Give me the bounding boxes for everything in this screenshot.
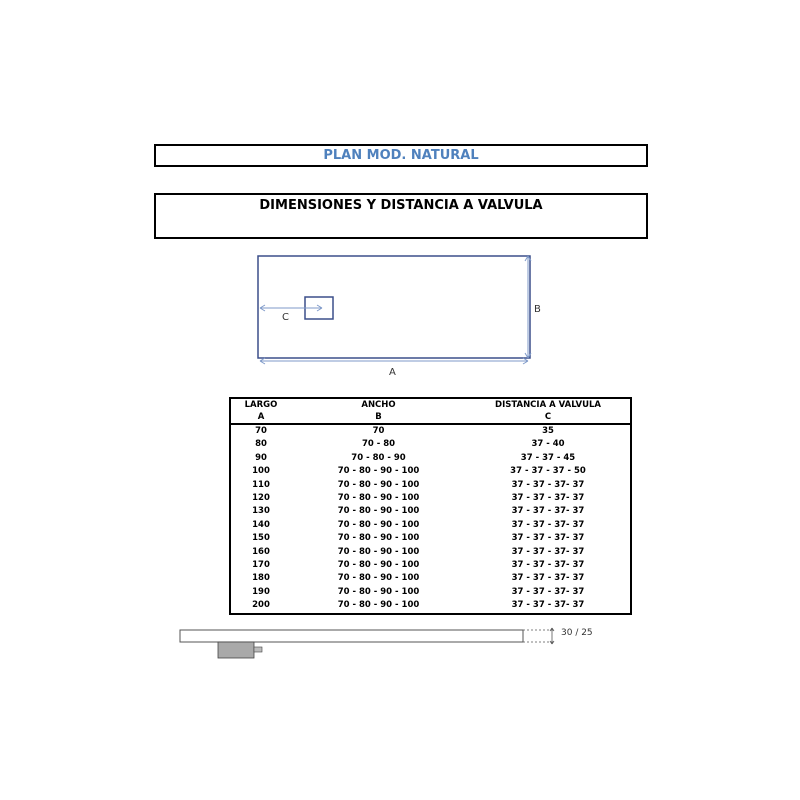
cell-largo: 110: [252, 479, 270, 490]
cell-ancho: 70 - 80 - 90 - 100: [337, 519, 420, 530]
cell-ancho: 70 - 80 - 90: [351, 452, 406, 463]
subheader-a: A: [230, 411, 291, 424]
table-row: [230, 505, 631, 518]
table-subheader-row: [230, 411, 631, 424]
cell-largo: 70: [255, 426, 267, 436]
cell-distancia: 37 - 37 - 37- 37: [511, 586, 585, 597]
cell-ancho: 70 - 80 - 90 - 100: [337, 479, 420, 490]
profile-diagram: [175, 620, 565, 662]
thickness-label: 30 / 25: [561, 628, 593, 638]
valve-body: [218, 642, 254, 658]
tray-profile: [180, 630, 523, 642]
table-row: [230, 424, 631, 438]
dimensions-table: [229, 397, 632, 615]
cell-distancia: 37 - 37 - 37- 37: [511, 560, 585, 571]
cell-largo: 160: [252, 546, 270, 557]
cell-largo: 190: [252, 586, 270, 597]
header-ancho: ANCHO: [361, 400, 396, 410]
cell-distancia: 37 - 37 - 37- 37: [511, 546, 585, 557]
cell-distancia: 37 - 37 - 37- 37: [511, 600, 585, 611]
cell-largo: 120: [252, 493, 270, 504]
cell-distancia: 35: [542, 426, 554, 436]
dimension-a-label: A: [389, 367, 396, 378]
cell-largo: 150: [252, 533, 270, 544]
cell-distancia: 37 - 37 - 37- 37: [511, 506, 585, 517]
table-row: [230, 479, 631, 492]
cell-largo: 200: [252, 600, 270, 611]
cell-ancho: 70 - 80 - 90 - 100: [337, 546, 420, 557]
table-body: [230, 424, 631, 614]
cell-distancia: 37 - 40: [531, 439, 565, 450]
subheader-b: B: [291, 411, 466, 424]
cell-largo: 130: [252, 506, 270, 517]
table-header-row: [230, 398, 631, 411]
cell-distancia: 37 - 37 - 37- 37: [511, 519, 585, 530]
cell-ancho: 70 - 80 - 90 - 100: [337, 493, 420, 504]
table-row: [230, 452, 631, 465]
tray-outline: [258, 256, 530, 358]
cell-largo: 180: [252, 573, 270, 584]
cell-distancia: 37 - 37 - 37- 37: [511, 493, 585, 504]
section-heading-box: [154, 193, 648, 239]
table-row: [230, 559, 631, 572]
table-row: [230, 572, 631, 585]
cell-ancho: 70 - 80: [361, 439, 396, 450]
cell-ancho: 70 - 80 - 90 - 100: [337, 573, 420, 584]
cell-ancho: 70 - 80 - 90 - 100: [337, 533, 420, 544]
table-row: [230, 465, 631, 478]
table-row: [230, 599, 631, 613]
cell-largo: 80: [255, 439, 267, 450]
cell-distancia: 37 - 37 - 45: [520, 452, 576, 463]
table-row: [230, 532, 631, 545]
cell-largo: 100: [252, 466, 270, 477]
cell-distancia: 37 - 37 - 37- 37: [511, 533, 585, 544]
cell-ancho: 70 - 80 - 90 - 100: [337, 466, 420, 477]
section-heading: DIMENSIONES Y DISTANCIA A VALVULA: [259, 198, 543, 213]
table-row: [230, 438, 631, 451]
document-title: PLAN MOD. NATURAL: [323, 148, 479, 163]
subheader-c: C: [466, 411, 631, 424]
dimension-c-label: C: [282, 312, 289, 323]
cell-distancia: 37 - 37 - 37- 37: [511, 479, 585, 490]
cell-largo: 170: [252, 560, 270, 571]
document-title-box: [154, 144, 648, 167]
cell-ancho: 70 - 80 - 90 - 100: [337, 600, 420, 611]
plan-diagram: [250, 250, 550, 380]
table-row: [230, 586, 631, 599]
cell-ancho: 70: [372, 426, 385, 436]
dimension-b-label: B: [534, 304, 541, 315]
cell-distancia: 37 - 37 - 37- 37: [511, 573, 585, 584]
table-row: [230, 519, 631, 532]
cell-largo: 140: [252, 519, 270, 530]
cell-ancho: 70 - 80 - 90 - 100: [337, 560, 420, 571]
table-row: [230, 492, 631, 505]
valve-outlet: [254, 647, 262, 652]
cell-ancho: 70 - 80 - 90 - 100: [337, 506, 420, 517]
header-largo: LARGO: [244, 400, 278, 410]
table-row: [230, 546, 631, 559]
cell-largo: 90: [255, 452, 267, 463]
header-distancia: DISTANCIA A VALVULA: [495, 400, 601, 410]
cell-distancia: 37 - 37 - 37 - 50: [510, 466, 586, 477]
cell-ancho: 70 - 80 - 90 - 100: [337, 586, 420, 597]
